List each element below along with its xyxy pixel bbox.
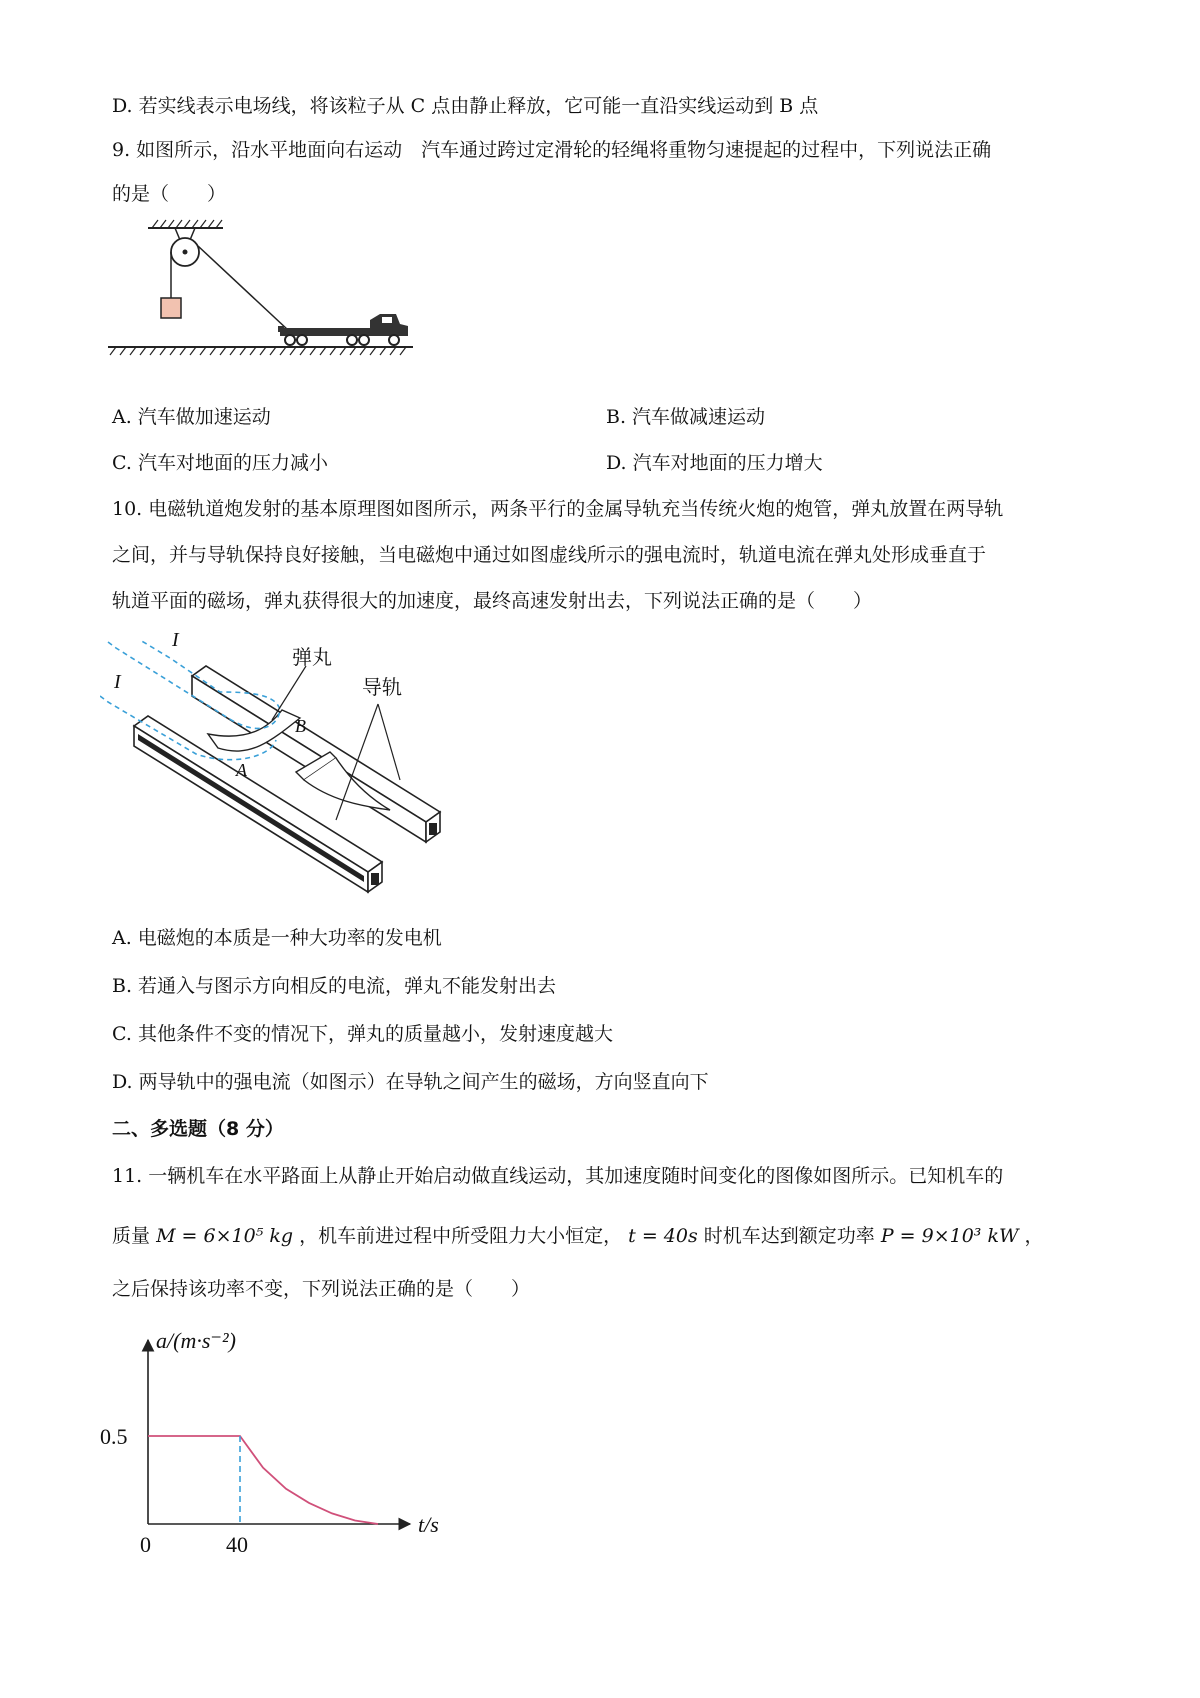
- q9-option-b[interactable]: B. 汽车做减速运动: [606, 406, 766, 428]
- q11-text-c: 时机车达到额定功率: [703, 1225, 875, 1247]
- x-axis-label: t/s: [418, 1512, 439, 1537]
- current-label-1: I: [172, 630, 179, 651]
- current-label-2: I: [114, 671, 121, 693]
- q9-option-a[interactable]: A. 汽车做加速运动: [112, 406, 271, 428]
- series-line: [148, 1436, 378, 1524]
- x-tick-0: 0: [140, 1532, 151, 1557]
- y-axis-label: a/(m·s⁻²): [156, 1328, 236, 1353]
- q10-figure-railgun: [100, 630, 480, 910]
- projectile-label: 弹丸: [292, 647, 332, 669]
- q11-time: t = 40s: [628, 1225, 698, 1247]
- q10-stem-line3: 轨道平面的磁场，弹丸获得很大的加速度，最终高速发射出去，下列说法正确的是（ ）: [112, 590, 873, 612]
- q11-text-b: ，机车前进过程中所受阻力大小恒定，: [299, 1225, 623, 1247]
- q10-stem-line1: 10. 电磁轨道炮发射的基本原理图如图所示，两条平行的金属导轨充当传统火炮的炮管，弹丸放置在两导轨: [112, 498, 1004, 520]
- q9-option-d[interactable]: D. 汽车对地面的压力增大: [606, 452, 823, 474]
- q11-acceleration-chart: [100, 1318, 460, 1558]
- rail-label: 导轨: [362, 677, 402, 699]
- q10-option-c[interactable]: C. 其他条件不变的情况下，弹丸的质量越小，发射速度越大: [112, 1023, 613, 1045]
- q11-text-d: ，: [1024, 1225, 1044, 1247]
- q9-stem-line2: 的是（ ）: [112, 183, 227, 205]
- q9-figure-truck-pulley: [108, 210, 453, 385]
- q11-mass: M = 6×10⁵ kg: [156, 1225, 294, 1247]
- q10-stem-line2: 之间，并与导轨保持良好接触，当电磁炮中通过如图虚线所示的强电流时，轨道电流在弹丸处形成垂直于: [112, 544, 987, 566]
- q11-power: P = 9×10³ kW: [880, 1225, 1019, 1247]
- point-a-label: A: [236, 760, 247, 780]
- q11-stem-line2: [112, 1222, 1044, 1250]
- q9-option-c[interactable]: C. 汽车对地面的压力减小: [112, 452, 328, 474]
- q9-stem-line1: 9. 如图所示，沿水平地面向右运动 汽车通过跨过定滑轮的轻绳将重物匀速提起的过程中，下列说法正确: [112, 139, 992, 161]
- section-title: 二、多选题（8 分）: [112, 1118, 284, 1140]
- q11-stem-line1: 11. 一辆机车在水平路面上从静止开始启动做直线运动，其加速度随时间变化的图像如图所示。已知机车的: [112, 1165, 1004, 1187]
- q10-option-a[interactable]: A. 电磁炮的本质是一种大功率的发电机: [112, 927, 442, 949]
- q8-option-d: D. 若实线表示电场线，将该粒子从 C 点由静止释放，它可能一直沿实线运动到 B 点: [112, 95, 819, 117]
- q10-option-d[interactable]: D. 两导轨中的强电流（如图示）在导轨之间产生的磁场，方向竖直向下: [112, 1071, 709, 1093]
- y-tick-0-5: 0.5: [100, 1424, 128, 1449]
- q10-option-b[interactable]: B. 若通入与图示方向相反的电流，弹丸不能发射出去: [112, 975, 557, 997]
- q11-text-a: 质量: [112, 1225, 151, 1247]
- point-b-label: B: [295, 716, 306, 736]
- x-tick-40: 40: [226, 1532, 248, 1557]
- q11-stem-line3: 之后保持该功率不变，下列说法正确的是（ ）: [112, 1278, 531, 1300]
